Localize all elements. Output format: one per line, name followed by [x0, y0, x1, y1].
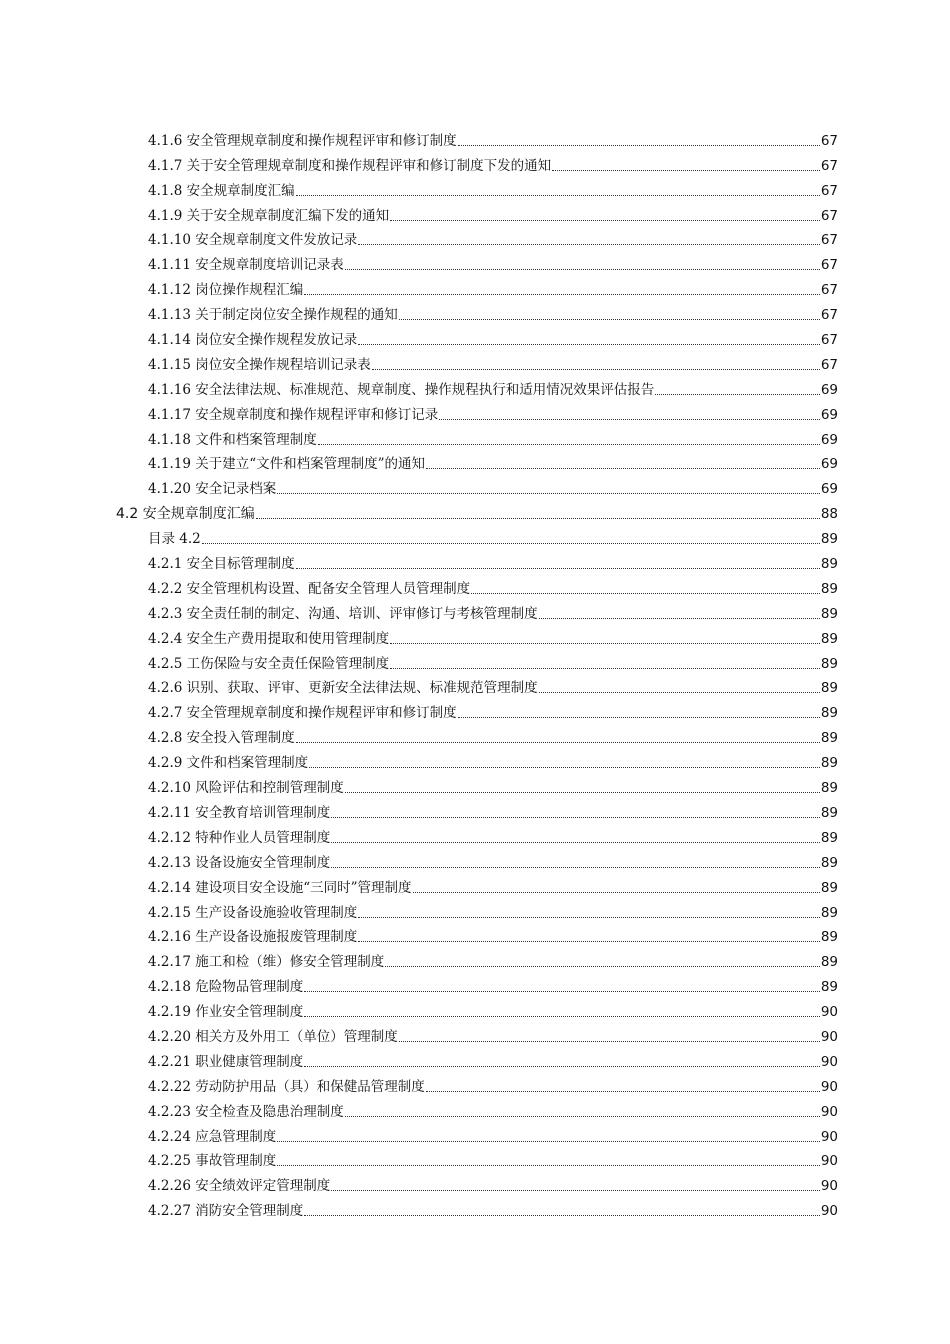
toc-entry-page-number: 89	[820, 605, 838, 622]
toc-entry[interactable]	[116, 473, 838, 498]
toc-entry-page-number: 89	[820, 730, 838, 747]
toc-entry-title: 4.1.18 文件和档案管理制度	[148, 431, 317, 448]
dot-leader	[296, 568, 820, 569]
toc-entry-page-number: 67	[820, 207, 838, 224]
dot-leader	[539, 618, 820, 619]
toc-entry-title: 4.2.3 安全责任制的制定、沟通、培训、评审修订与考核管理制度	[148, 605, 538, 622]
toc-entry-title: 4.2.14 建设项目安全设施“三同时”管理制度	[148, 879, 412, 896]
dot-leader	[458, 145, 820, 146]
toc-entry-page-number: 67	[820, 332, 838, 349]
toc-entry[interactable]	[116, 922, 838, 947]
toc-entry-title: 4.1.9 关于安全规章制度汇编下发的通知	[148, 207, 390, 224]
toc-entry[interactable]	[116, 747, 838, 772]
toc-entry-title: 4.2.25 事故管理制度	[148, 1153, 277, 1170]
toc-entry-page-number: 89	[820, 954, 838, 971]
toc-entry-page-number: 89	[820, 879, 838, 896]
toc-entry-page-number: 89	[820, 854, 838, 871]
toc-entry-title: 4.2.9 文件和档案管理制度	[148, 755, 309, 772]
toc-entry-page-number: 67	[820, 182, 838, 199]
toc-entry[interactable]	[116, 548, 838, 573]
dot-leader	[331, 867, 820, 868]
dot-leader	[552, 170, 820, 171]
toc-entry[interactable]	[116, 1195, 838, 1220]
dot-leader	[256, 518, 820, 519]
dot-leader	[331, 1190, 820, 1191]
dot-leader	[655, 394, 820, 395]
dot-leader	[539, 692, 820, 693]
toc-entry-title: 4.2.22 劳动防护用品（具）和保健品管理制度	[148, 1078, 425, 1095]
toc-entry-title: 4.1.13 关于制定岗位安全操作规程的通知	[148, 307, 398, 324]
toc-entry-title: 4.1.6 安全管理规章制度和操作规程评审和修订制度	[148, 132, 457, 149]
toc-entry[interactable]	[116, 324, 838, 349]
dot-leader	[471, 593, 820, 594]
toc-entry-title: 4.2.7 安全管理规章制度和操作规程评审和修订制度	[148, 705, 457, 722]
dot-leader	[385, 966, 820, 967]
toc-entry-title: 4.1.12 岗位操作规程汇编	[148, 282, 304, 299]
dot-leader	[345, 269, 820, 270]
toc-entry-title: 4.2.19 作业安全管理制度	[148, 1004, 304, 1021]
toc-entry-title: 4.2.4 安全生产费用提取和使用管理制度	[148, 630, 390, 647]
toc-entry-page-number: 89	[820, 580, 838, 597]
toc-entry-title: 4.2.20 相关方及外用工（单位）管理制度	[148, 1028, 398, 1045]
toc-entry-page-number: 89	[820, 556, 838, 573]
dot-leader	[277, 1165, 820, 1166]
toc-entry-page-number: 69	[820, 381, 838, 398]
toc-entry-page-number: 89	[820, 780, 838, 797]
toc-entry-title: 4.1.14 岗位安全操作规程发放记录	[148, 332, 358, 349]
toc-entry[interactable]	[116, 449, 838, 474]
dot-leader	[304, 294, 820, 295]
toc-entry[interactable]	[116, 1046, 838, 1071]
toc-entry[interactable]	[116, 523, 838, 548]
toc-entry[interactable]	[116, 897, 838, 922]
toc-entry-page-number: 90	[820, 1178, 838, 1195]
toc-entry-page-number: 69	[820, 481, 838, 498]
toc-entry-page-number: 90	[820, 1078, 838, 1095]
toc-entry-title: 4.1.10 安全规章制度文件发放记录	[148, 232, 358, 249]
toc-entry-page-number: 67	[820, 257, 838, 274]
toc-entry-page-number: 69	[820, 456, 838, 473]
toc-entry-page-number: 88	[820, 506, 838, 523]
dot-leader	[399, 1041, 820, 1042]
dot-leader	[390, 668, 820, 669]
toc-entry[interactable]	[116, 598, 838, 623]
dot-leader	[399, 319, 820, 320]
toc-entry[interactable]	[116, 648, 838, 673]
toc-entry-page-number: 69	[820, 406, 838, 423]
toc-entry-title: 4.1.15 岗位安全操作规程培训记录表	[148, 356, 371, 373]
toc-entry[interactable]	[116, 150, 838, 175]
toc-entry-page-number: 89	[820, 630, 838, 647]
dot-leader	[372, 369, 820, 370]
toc-entry-page-number: 89	[820, 705, 838, 722]
dot-leader	[304, 1215, 820, 1216]
dot-leader	[202, 543, 820, 544]
toc-entry-title: 4.2.2 安全管理机构设置、配备安全管理人员管理制度	[148, 580, 471, 597]
toc-entry[interactable]	[116, 623, 838, 648]
dot-leader	[277, 1141, 820, 1142]
toc-entry[interactable]	[116, 822, 838, 847]
toc-entry-page-number: 89	[820, 531, 838, 548]
dot-leader	[304, 1016, 820, 1017]
toc-entry[interactable]	[116, 1071, 838, 1096]
dot-leader	[304, 1066, 820, 1067]
toc-entry-page-number: 67	[820, 232, 838, 249]
toc-entry-page-number: 90	[820, 1004, 838, 1021]
toc-entry[interactable]	[116, 125, 838, 150]
dot-leader	[309, 767, 820, 768]
toc-entry-title: 4.2.13 设备设施安全管理制度	[148, 854, 331, 871]
toc-entry-title: 4.2.8 安全投入管理制度	[148, 730, 295, 747]
toc-entry[interactable]	[116, 673, 838, 698]
toc-entry-title: 4.2.6 识别、获取、评审、更新安全法律法规、标准规范管理制度	[148, 680, 538, 697]
toc-entry[interactable]	[116, 1121, 838, 1146]
toc-entry-title: 目录 4.2	[148, 531, 201, 548]
toc-entry[interactable]	[116, 374, 838, 399]
dot-leader	[345, 1116, 820, 1117]
toc-entry[interactable]	[116, 225, 838, 250]
toc-entry[interactable]	[116, 971, 838, 996]
toc-entry-page-number: 67	[820, 282, 838, 299]
toc-entry[interactable]	[116, 946, 838, 971]
dot-leader	[345, 792, 820, 793]
toc-entry-page-number: 89	[820, 904, 838, 921]
toc-entry-page-number: 67	[820, 307, 838, 324]
toc-entry[interactable]	[116, 996, 838, 1021]
toc-entry-title: 4.1.7 关于安全管理规章制度和操作规程评审和修订制度下发的通知	[148, 157, 552, 174]
dot-leader	[296, 742, 820, 743]
dot-leader	[426, 1091, 820, 1092]
toc-entry-title: 4.2.23 安全检查及隐患治理制度	[148, 1103, 344, 1120]
toc-entry-page-number: 90	[820, 1128, 838, 1145]
toc-entry-title: 4.2.16 生产设备设施报废管理制度	[148, 929, 358, 946]
dot-leader	[358, 941, 820, 942]
toc-entry-page-number: 89	[820, 829, 838, 846]
toc-entry-page-number: 90	[820, 1103, 838, 1120]
toc-entry-page-number: 89	[820, 680, 838, 697]
toc-entry[interactable]	[116, 299, 838, 324]
toc-entry-page-number: 67	[820, 157, 838, 174]
toc-entry-title: 4.1.17 安全规章制度和操作规程评审和修订记录	[148, 406, 439, 423]
dot-leader	[296, 195, 820, 196]
dot-leader	[390, 643, 820, 644]
toc-entry-title: 4.2.10 风险评估和控制管理制度	[148, 780, 344, 797]
toc-entry-page-number: 90	[820, 1153, 838, 1170]
toc-entry-title: 4.2.17 施工和检（维）修安全管理制度	[148, 954, 385, 971]
toc-entry[interactable]	[116, 274, 838, 299]
dot-leader	[458, 717, 820, 718]
toc-entry-page-number: 90	[820, 1028, 838, 1045]
toc-entry[interactable]	[116, 1021, 838, 1046]
dot-leader	[413, 892, 820, 893]
toc-entry[interactable]	[116, 573, 838, 598]
toc-entry-page-number: 67	[820, 132, 838, 149]
dot-leader	[277, 493, 820, 494]
dot-leader	[358, 244, 820, 245]
toc-entry-title: 4.2.5 工伤保险与安全责任保险管理制度	[148, 655, 390, 672]
toc-entry-title: 4.1.16 安全法律法规、标准规范、规章制度、操作规程执行和适用情况效果评估报告	[148, 381, 655, 398]
toc-entry[interactable]	[116, 175, 838, 200]
toc-entry[interactable]	[116, 1096, 838, 1121]
dot-leader	[426, 468, 820, 469]
toc-entry-page-number: 67	[820, 356, 838, 373]
toc-entry[interactable]	[116, 1170, 838, 1195]
toc-entry-title: 4.1.20 安全记录档案	[148, 481, 277, 498]
toc-entry-title: 4.1.11 安全规章制度培训记录表	[148, 257, 344, 274]
toc-entry-page-number: 69	[820, 431, 838, 448]
dot-leader	[318, 444, 820, 445]
toc-entry-title: 4.2.15 生产设备设施验收管理制度	[148, 904, 358, 921]
toc-entry[interactable]	[116, 1146, 838, 1171]
table-of-contents	[116, 125, 838, 1220]
toc-entry-title: 4.2 安全规章制度汇编	[116, 506, 255, 523]
toc-entry-title: 4.2.18 危险物品管理制度	[148, 979, 304, 996]
toc-entry[interactable]	[116, 772, 838, 797]
toc-entry-title: 4.2.27 消防安全管理制度	[148, 1203, 304, 1220]
dot-leader	[304, 991, 820, 992]
dot-leader	[358, 344, 820, 345]
toc-entry[interactable]	[116, 872, 838, 897]
toc-entry-title: 4.2.12 特种作业人员管理制度	[148, 829, 331, 846]
toc-entry[interactable]	[116, 349, 838, 374]
toc-entry[interactable]	[116, 424, 838, 449]
toc-entry-title: 4.2.26 安全绩效评定管理制度	[148, 1178, 331, 1195]
toc-entry-page-number: 89	[820, 979, 838, 996]
dot-leader	[331, 842, 820, 843]
toc-entry[interactable]	[116, 697, 838, 722]
dot-leader	[358, 917, 820, 918]
dot-leader	[439, 419, 820, 420]
toc-entry-title: 4.1.19 关于建立“文件和档案管理制度”的通知	[148, 456, 426, 473]
toc-entry-page-number: 89	[820, 755, 838, 772]
toc-entry-title: 4.1.8 安全规章制度汇编	[148, 182, 295, 199]
toc-entry-page-number: 89	[820, 929, 838, 946]
toc-entry[interactable]	[116, 797, 838, 822]
toc-entry-page-number: 90	[820, 1203, 838, 1220]
toc-entry[interactable]	[116, 722, 838, 747]
toc-entry-title: 4.2.1 安全目标管理制度	[148, 556, 295, 573]
toc-entry-title: 4.2.21 职业健康管理制度	[148, 1053, 304, 1070]
toc-entry[interactable]	[116, 847, 838, 872]
toc-entry-page-number: 89	[820, 655, 838, 672]
toc-section-entry[interactable]	[116, 498, 838, 523]
toc-entry-page-number: 90	[820, 1053, 838, 1070]
dot-leader	[331, 817, 820, 818]
toc-entry[interactable]	[116, 249, 838, 274]
dot-leader	[390, 220, 820, 221]
toc-entry[interactable]	[116, 200, 838, 225]
toc-entry-page-number: 89	[820, 804, 838, 821]
toc-entry[interactable]	[116, 399, 838, 424]
toc-entry-title: 4.2.24 应急管理制度	[148, 1128, 277, 1145]
toc-entry-title: 4.2.11 安全教育培训管理制度	[148, 804, 331, 821]
